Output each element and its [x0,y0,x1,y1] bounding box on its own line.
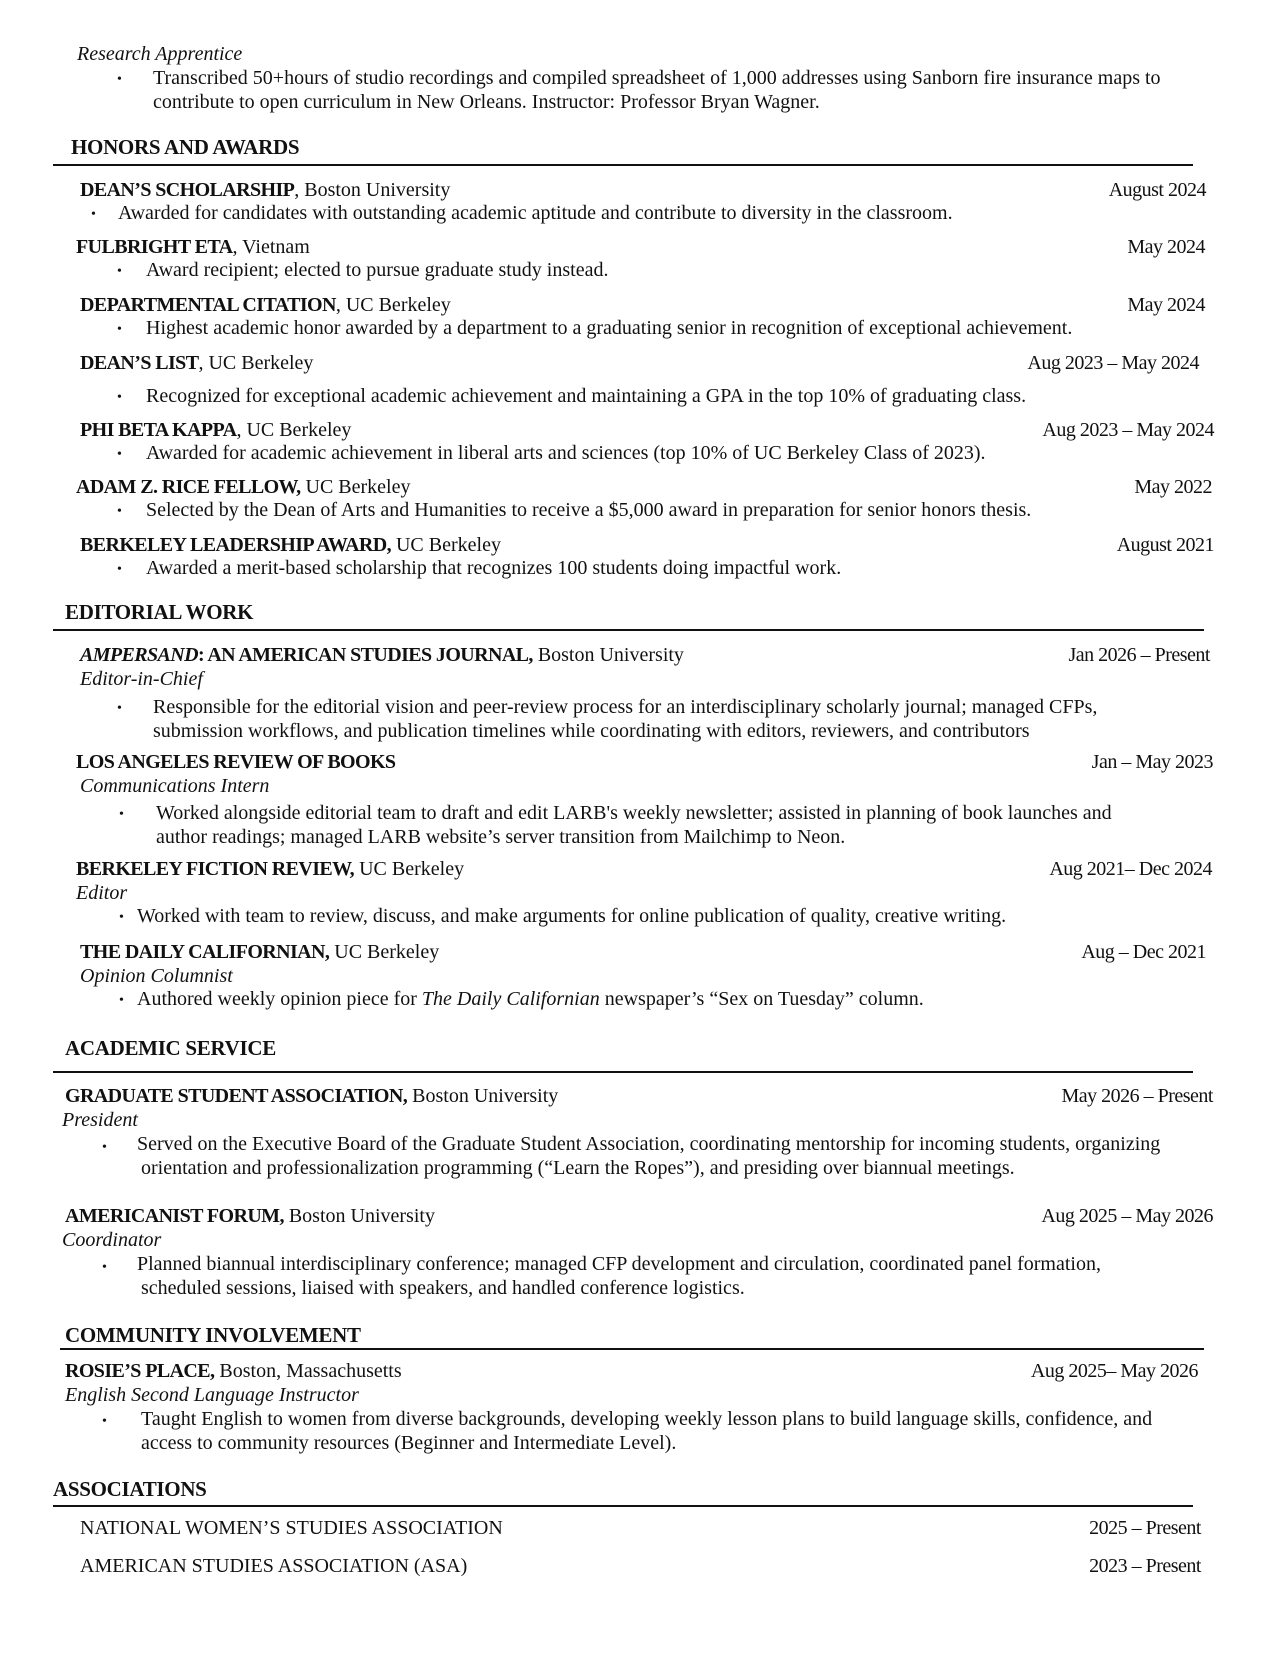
research-role: Research Apprentice [77,43,243,65]
editorial-entry: AMPERSAND: AN AMERICAN STUDIES JOURNAL, Boston University [80,644,684,666]
honor-entry: DEAN’S SCHOLARSHIP, Boston University [80,179,451,201]
association-name: NATIONAL WOMEN’S STUDIES ASSOCIATION [80,1517,503,1539]
association-date: 2023 – Present [1089,1555,1201,1577]
community-bullet-line2: access to community resources (Beginner and Intermediate Level). [141,1432,677,1454]
academic-date: Aug 2025 – May 2026 [1041,1205,1213,1227]
honor-bullet: Highest academic honor awarded by a department to a graduating senior in recognition of exceptional achievement. [146,317,1073,339]
academic-role: President [62,1109,138,1131]
bullet: • [119,910,124,925]
honor-date: August 2024 [1108,179,1206,201]
community-bullet-line1: Taught English to women from diverse backgrounds, developing weekly lesson plans to build language skills, confidence, and [141,1408,1153,1430]
bullet: • [102,1414,107,1429]
bullet: • [102,1140,107,1155]
honor-entry: BERKELEY LEADERSHIP AWARD, UC Berkeley [80,534,501,556]
community-heading: COMMUNITY INVOLVEMENT [65,1323,361,1347]
academic-entry: GRADUATE STUDENT ASSOCIATION, Boston University [65,1085,559,1107]
honor-date: May 2022 [1134,476,1212,498]
research-bullet-line1: Transcribed 50+hours of studio recordings and compiled spreadsheet of 1,000 addresses using Sanborn fire insurance maps to [153,67,1161,89]
bullet: • [117,447,122,462]
editorial-bullet: Authored weekly opinion piece for The Daily Californian newspaper’s “Sex on Tuesday” column. [137,988,924,1010]
honor-entry: ADAM Z. RICE FELLOW, UC Berkeley [76,476,411,498]
honor-date: Aug 2023 – May 2024 [1027,352,1199,374]
honor-bullet: Awarded a merit-based scholarship that recognizes 100 students doing impactful work. [146,557,842,579]
community-entry: ROSIE’S PLACE, Boston, Massachusetts [65,1360,402,1382]
honor-bullet: Awarded for academic achievement in liberal arts and sciences (top 10% of UC Berkeley Class of 2023). [146,442,986,464]
academic-bullet-line2: scheduled sessions, liaised with speakers, and handled conference logistics. [141,1277,745,1299]
honor-entry: DEPARTMENTAL CITATION, UC Berkeley [80,294,451,316]
bullet: • [117,504,122,519]
academic-bullet-line1: Served on the Executive Board of the Graduate Student Association, coordinating mentorship for incoming students, organizing [137,1133,1161,1155]
honor-date: May 2024 [1127,236,1205,258]
editorial-bullet-line1: Worked alongside editorial team to draft and edit LARB's weekly newsletter; assisted in planning of book launches and [156,802,1112,824]
honor-date: May 2024 [1127,294,1205,316]
academic-bullet-line2: orientation and professionalization programming (“Learn the Ropes”), and presiding over biannual meetings. [141,1157,1015,1179]
editorial-entry: BERKELEY FICTION REVIEW, UC Berkeley [76,858,465,880]
editorial-entry: THE DAILY CALIFORNIAN, UC Berkeley [80,941,440,963]
honor-entry: FULBRIGHT ETA, Vietnam [76,236,310,258]
community-role: English Second Language Instructor [65,1384,359,1406]
section-rule [53,164,1193,166]
community-date: Aug 2025– May 2026 [1030,1360,1198,1382]
association-name: AMERICAN STUDIES ASSOCIATION (ASA) [80,1555,468,1577]
bullet: • [117,264,122,279]
editorial-role: Communications Intern [80,775,270,797]
honor-entry: PHI BETA KAPPA, UC Berkeley [80,419,352,441]
research-bullet-line2: contribute to open curriculum in New Orleans. Instructor: Professor Bryan Wagner. [153,91,820,113]
section-rule [53,1505,1193,1507]
editorial-role: Editor [76,882,128,904]
honor-bullet: Awarded for candidates with outstanding academic aptitude and contribute to diversity in the classroom. [118,202,953,224]
honor-bullet: Recognized for exceptional academic achievement and maintaining a GPA in the top 10% of graduating class. [146,385,1027,407]
bullet: • [119,993,124,1008]
honors-heading: HONORS AND AWARDS [71,135,300,159]
editorial-date: Jan – May 2023 [1091,751,1213,773]
editorial-date: Aug 2021– Dec 2024 [1049,858,1212,880]
bullet: • [117,72,122,87]
bullet: • [102,1260,107,1275]
academic-bullet-line1: Planned biannual interdisciplinary conference; managed CFP development and circulation, coordinated panel formation, [137,1253,1101,1275]
honor-date: Aug 2023 – May 2024 [1042,419,1214,441]
editorial-date: Aug – Dec 2021 [1081,941,1206,963]
honor-entry: DEAN’S LIST, UC Berkeley [80,352,314,374]
honor-bullet: Selected by the Dean of Arts and Humanities to receive a $5,000 award in preparation for senior honors thesis. [146,499,1032,521]
section-rule [53,629,1204,631]
editorial-role: Editor-in-Chief [80,668,203,690]
bullet: • [119,807,124,822]
academic-date: May 2026 – Present [1061,1085,1213,1107]
association-date: 2025 – Present [1089,1517,1201,1539]
associations-heading: ASSOCIATIONS [53,1477,207,1501]
bullet: • [117,562,122,577]
editorial-date: Jan 2026 – Present [1068,644,1210,666]
honor-date: August 2021 [1116,534,1214,556]
editorial-bullet-line1: Worked with team to review, discuss, and make arguments for online publication of quality, creative writing. [137,905,1007,927]
honor-bullet: Award recipient; elected to pursue graduate study instead. [146,259,609,281]
editorial-bullet-line2: submission workflows, and publication timelines while coordinating with editors, reviewers, and contributors [153,720,1030,742]
editorial-entry: LOS ANGELES REVIEW OF BOOKS [76,751,396,773]
academic-role: Coordinator [62,1229,162,1251]
section-rule [60,1348,1204,1350]
bullet: • [91,207,96,222]
editorial-bullet-line1: Responsible for the editorial vision and peer-review process for an interdisciplinary scholarly journal; managed CFPs, [153,696,1098,718]
section-rule [53,1071,1193,1073]
academic-entry: AMERICANIST FORUM, Boston University [65,1205,435,1227]
academic-heading: ACADEMIC SERVICE [65,1036,276,1060]
editorial-role: Opinion Columnist [80,965,233,987]
bullet: • [117,322,122,337]
editorial-bullet-line2: author readings; managed LARB website’s server transition from Mailchimp to Neon. [156,826,846,848]
bullet: • [117,390,122,405]
bullet: • [117,701,122,716]
editorial-heading: EDITORIAL WORK [65,600,254,624]
